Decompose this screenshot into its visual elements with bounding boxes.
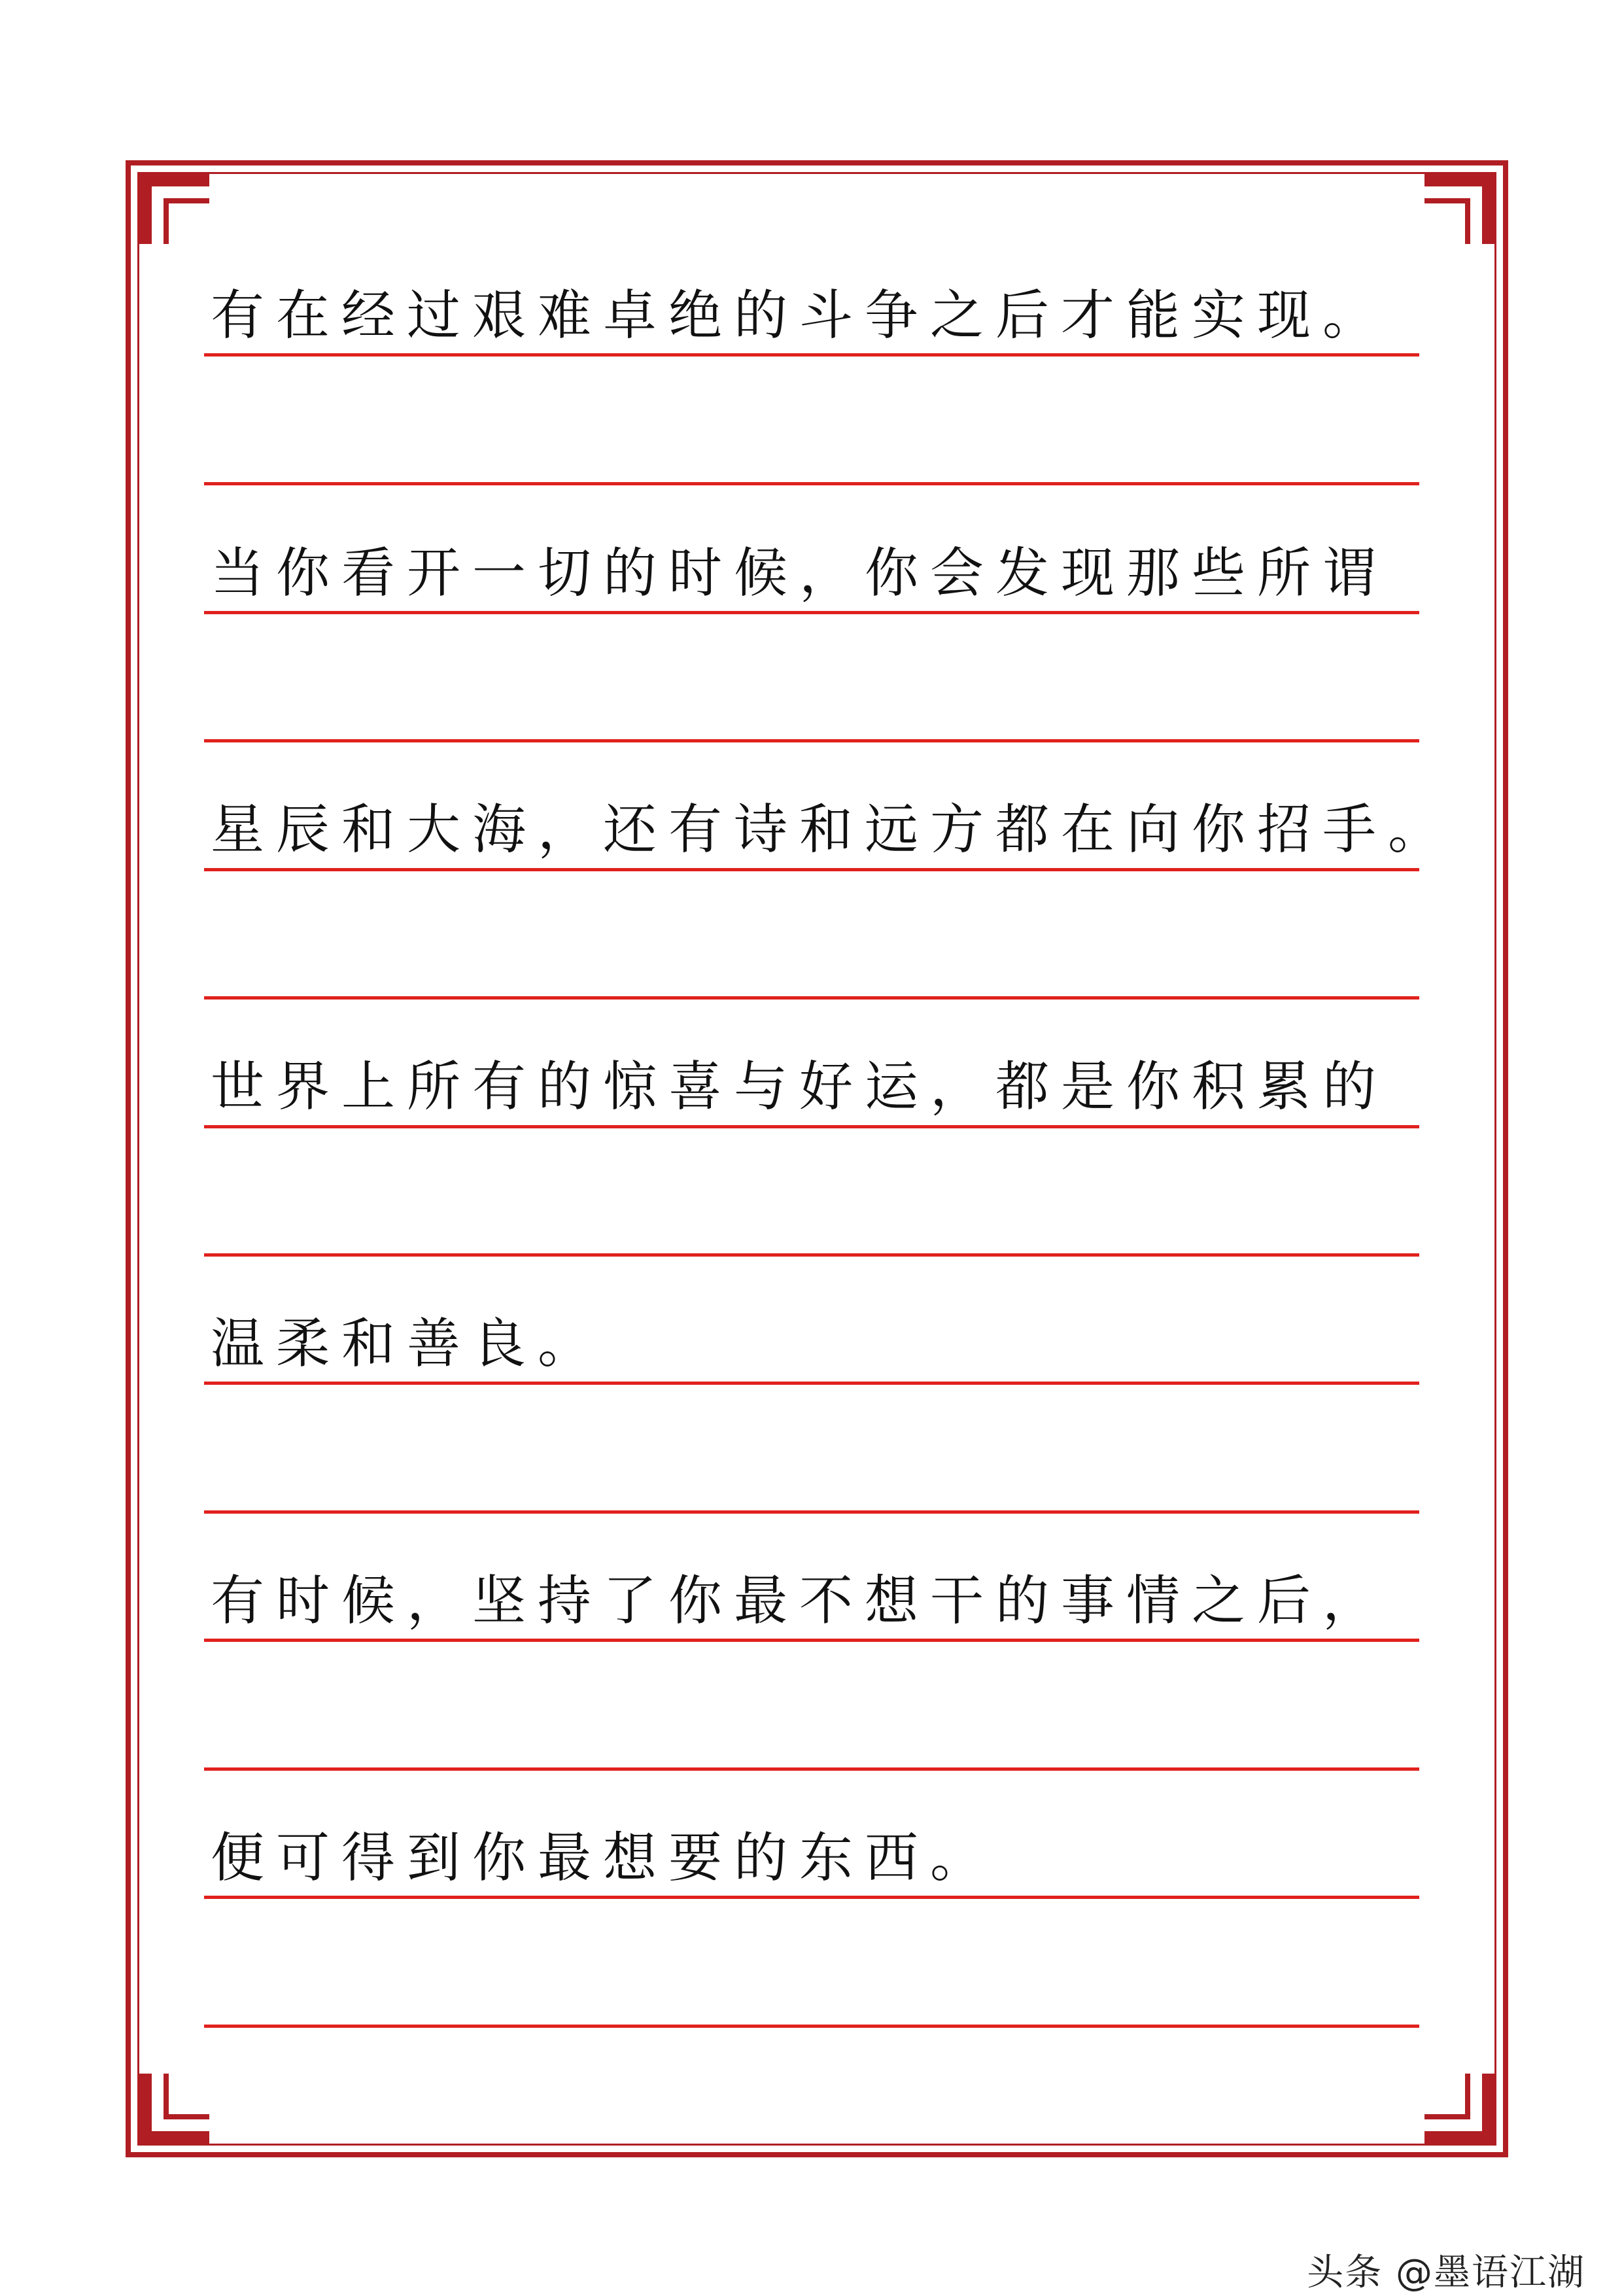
ruled-line [204,1639,1419,1642]
text-line-2 [211,408,1414,480]
text-line-8 [211,1179,1414,1251]
corner-ornament-bottom-right [1424,2074,1496,2146]
ruled-line [204,868,1419,871]
text-line-7: 世界上所有的惊喜与好运，都是你积累的 [211,1056,1389,1118]
ruled-line [204,1896,1419,1899]
text-line-6 [211,922,1414,994]
text-line-14 [211,1951,1414,2023]
ruled-line [204,996,1419,1000]
text-line-13: 便可得到你最想要的东西。 [211,1827,996,1889]
text-line-9: 温柔和善良。 [211,1313,604,1375]
text-line-3: 当你看开一切的时候，你会发现那些所谓 [211,542,1389,604]
ruled-line [204,482,1419,485]
corner-ornament-bottom-left [137,2074,209,2146]
text-line-10 [211,1436,1414,1508]
ruled-line [204,1253,1419,1257]
text-line-1: 有在经过艰难卓绝的斗争之后才能实现。 [211,285,1389,347]
corner-ornament-top-right [1424,172,1496,244]
watermark-credit: 头条 @墨语江湖 [1307,2252,1585,2294]
ruled-line [204,1125,1419,1128]
ruled-line [204,1382,1419,1385]
corner-ornament-top-left [137,172,209,244]
ruled-line [204,353,1419,357]
ruled-line [204,1767,1419,1771]
ruled-line [204,739,1419,742]
ruled-line [204,2025,1419,2028]
text-line-4 [211,666,1414,738]
text-line-5: 星辰和大海，还有诗和远方都在向你招手。 [211,799,1454,861]
text-line-12 [211,1694,1414,1765]
ruled-line [204,611,1419,614]
ruled-line [204,1510,1419,1514]
text-line-11: 有时候，坚持了你最不想干的事情之后， [211,1570,1389,1632]
